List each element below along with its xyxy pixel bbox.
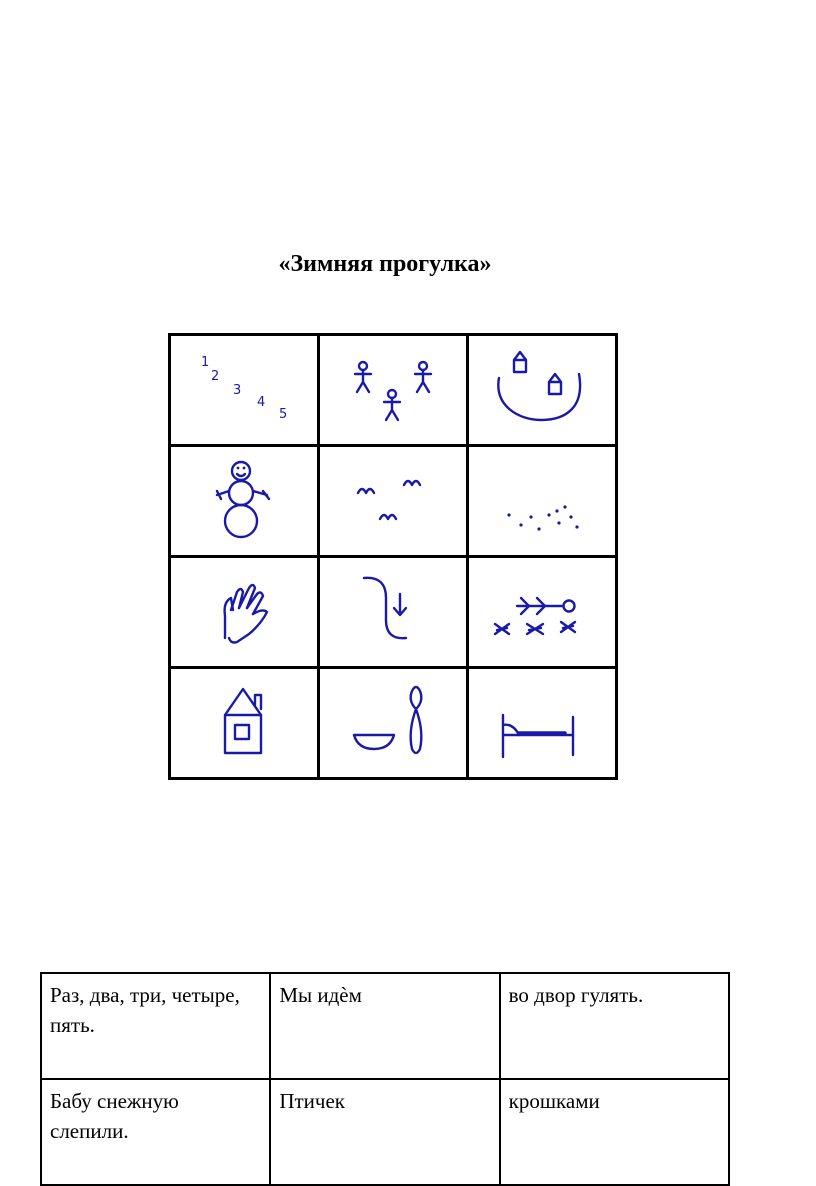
pictogram-cell bbox=[319, 668, 468, 779]
number-5: 5 bbox=[279, 407, 288, 422]
house-icon bbox=[171, 669, 317, 777]
pictogram-cell bbox=[468, 446, 617, 557]
pictogram-cell bbox=[468, 335, 617, 446]
pictogram-cell bbox=[319, 446, 468, 557]
pictogram-cell bbox=[170, 557, 319, 668]
counting-numbers-icon bbox=[171, 336, 317, 444]
table-row bbox=[41, 973, 729, 1079]
table-cell: Раз, два, три, четыре, пять. bbox=[41, 973, 270, 1079]
flying-birds-icon bbox=[320, 447, 466, 555]
table-cell: Бабу снежную слепили. bbox=[41, 1079, 270, 1185]
table-cell: Мы идѐм bbox=[270, 973, 499, 1079]
pictogram-cell bbox=[319, 335, 468, 446]
snowman-icon bbox=[171, 447, 317, 555]
pictogram-cell bbox=[170, 335, 319, 446]
number-2: 2 bbox=[211, 369, 220, 384]
bread-crumbs-icon bbox=[469, 447, 615, 555]
table-row bbox=[41, 1079, 729, 1185]
bowl-and-spoon-icon bbox=[320, 669, 466, 777]
table-cell: крошками bbox=[500, 1079, 729, 1185]
skater-on-ice-icon bbox=[469, 558, 615, 666]
yard-with-houses-icon bbox=[469, 336, 615, 444]
number-3: 3 bbox=[233, 383, 242, 398]
pictogram-cell bbox=[468, 557, 617, 668]
table-cell: Птичек bbox=[270, 1079, 499, 1185]
three-stick-figures-icon bbox=[320, 336, 466, 444]
pictogram-cell bbox=[170, 668, 319, 779]
number-1: 1 bbox=[201, 355, 210, 370]
table-cell: во двор гулять. bbox=[500, 973, 729, 1079]
page-title: «Зимняя прогулка» bbox=[278, 251, 492, 277]
pictogram-cell bbox=[170, 446, 319, 557]
slide-arrow-icon bbox=[320, 558, 466, 666]
pictogram-cell bbox=[468, 668, 617, 779]
pictogram-grid bbox=[168, 333, 618, 780]
text-table bbox=[40, 972, 730, 1186]
waving-hand-icon bbox=[171, 558, 317, 666]
number-4: 4 bbox=[257, 395, 266, 410]
pictogram-cell bbox=[319, 557, 468, 668]
bed-icon bbox=[469, 669, 615, 777]
